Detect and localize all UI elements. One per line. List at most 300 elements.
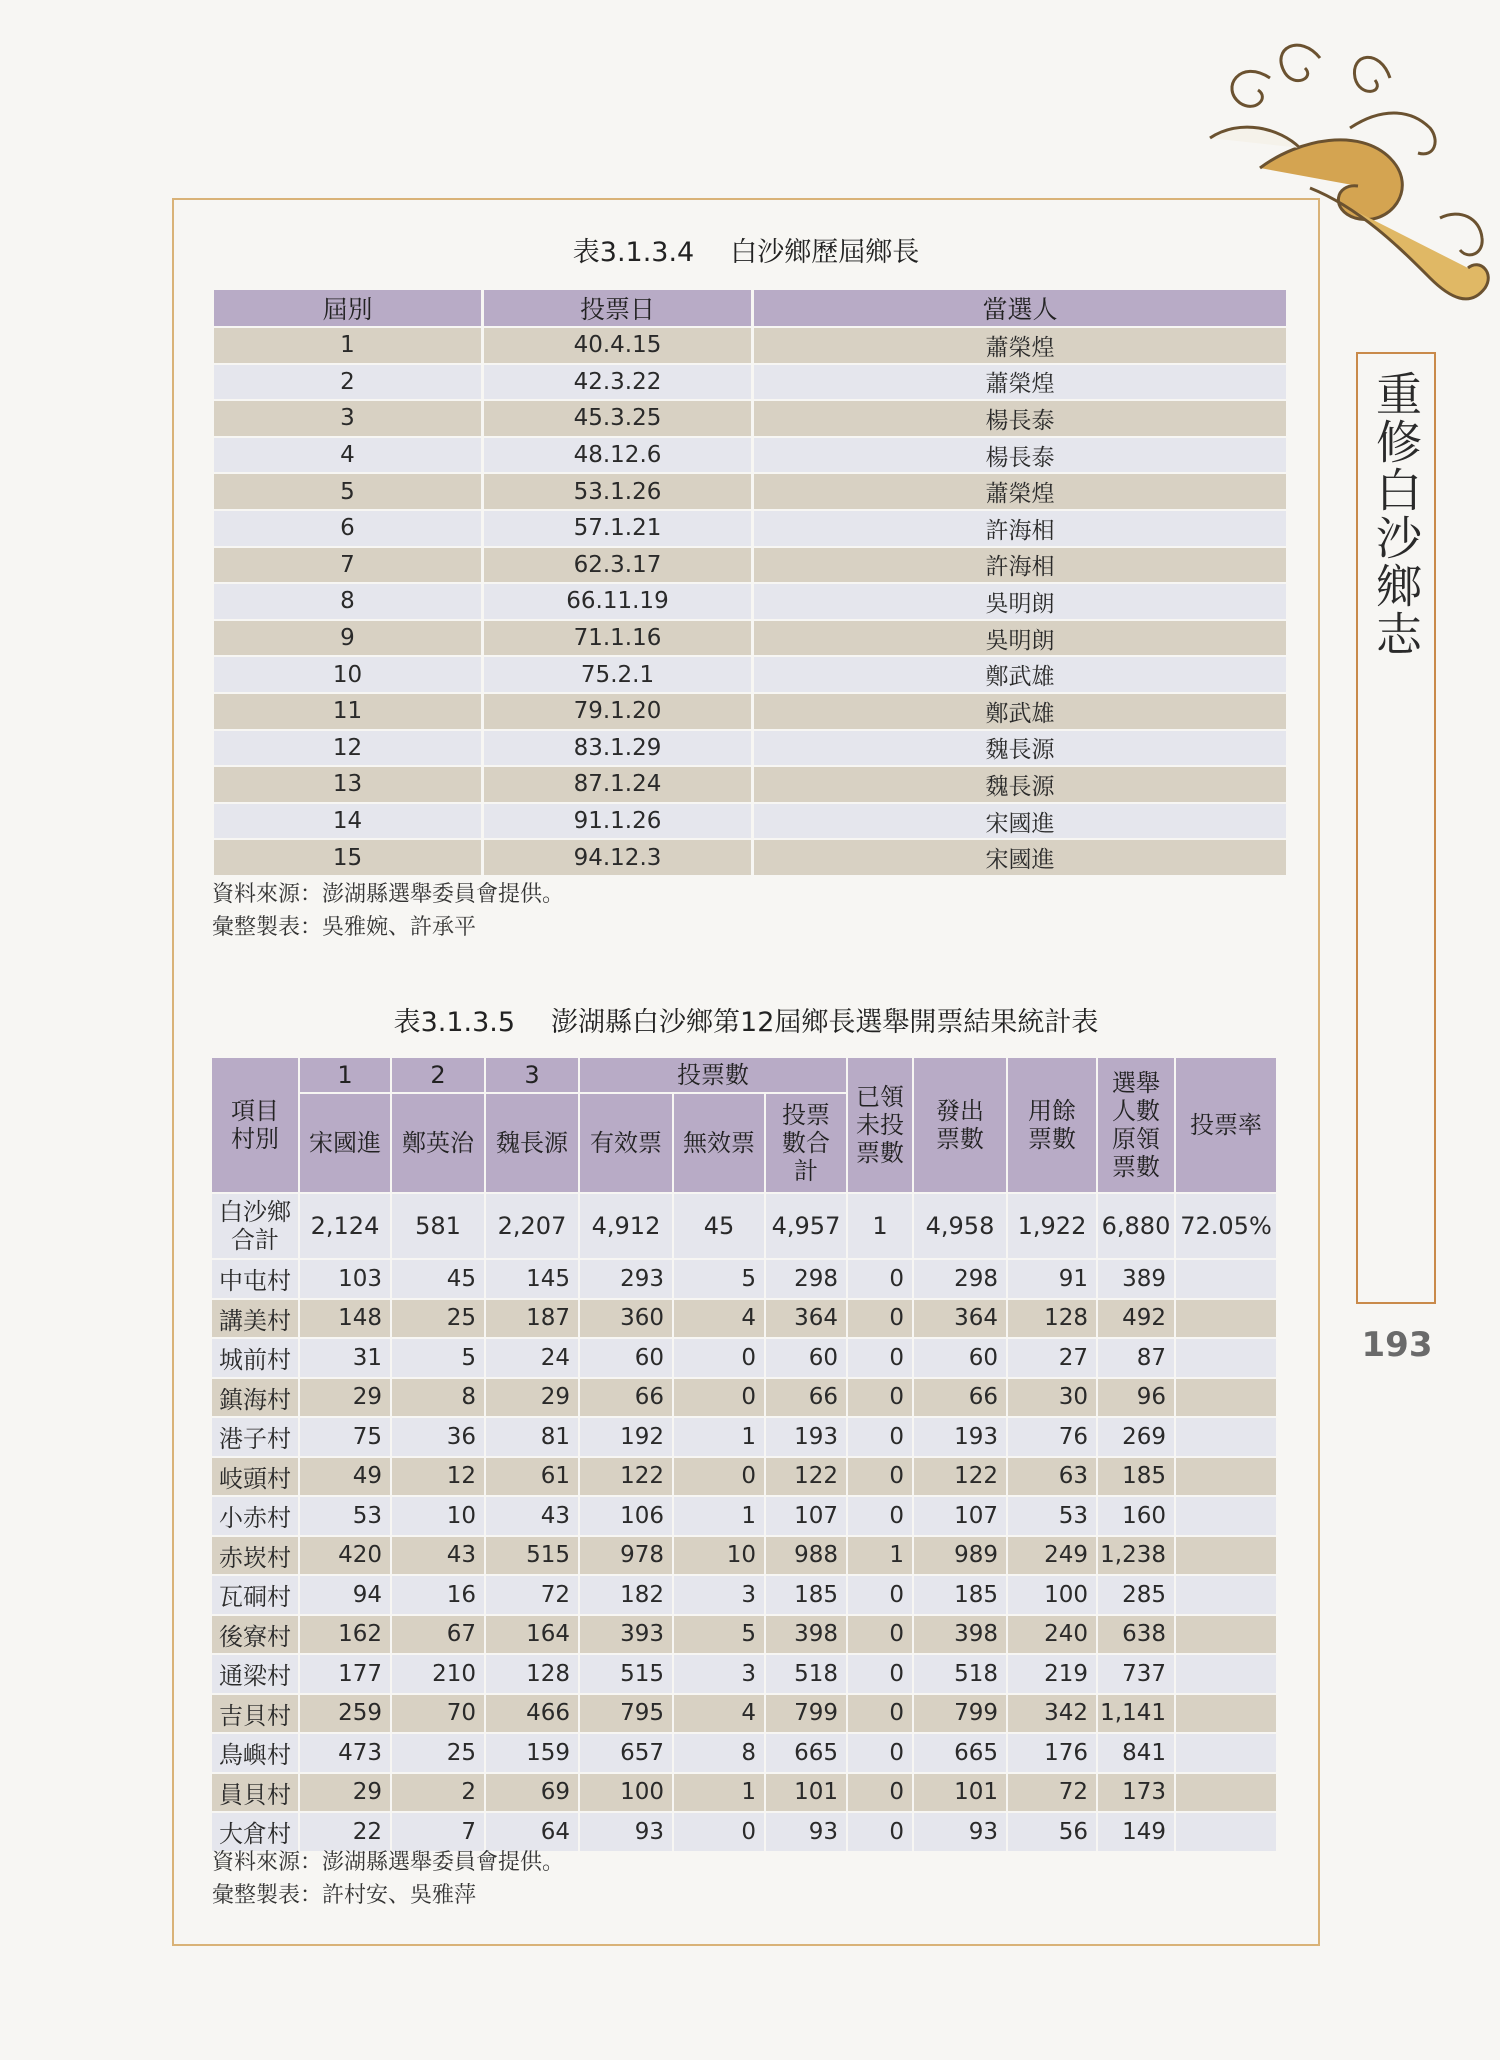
village-cell: 員貝村 <box>212 1774 300 1814</box>
value-cell: 12 <box>392 1458 486 1498</box>
value-cell: 159 <box>486 1734 580 1774</box>
value-cell: 518 <box>914 1655 1008 1695</box>
term-cell: 2 <box>214 363 484 400</box>
value-cell: 0 <box>848 1379 914 1419</box>
value-cell: 210 <box>392 1655 486 1695</box>
votes-group-header: 投票數 <box>580 1058 848 1094</box>
value-cell: 93 <box>766 1813 848 1853</box>
value-cell: 0 <box>848 1655 914 1695</box>
value-cell: 0 <box>674 1813 766 1853</box>
value-cell: 1,238 <box>1098 1537 1176 1577</box>
rate-header: 投票率 <box>1176 1058 1276 1194</box>
value-cell: 176 <box>1008 1734 1098 1774</box>
village-cell: 岐頭村 <box>212 1458 300 1498</box>
table1-header: 當選人 <box>754 290 1286 326</box>
value-cell: 128 <box>486 1655 580 1695</box>
table1-header: 屆別 <box>214 290 484 326</box>
value-cell: 106 <box>580 1497 674 1537</box>
value-cell: 193 <box>766 1418 848 1458</box>
value-cell: 107 <box>766 1497 848 1537</box>
value-cell: 145 <box>486 1260 580 1300</box>
value-cell: 72 <box>1008 1774 1098 1814</box>
value-cell: 100 <box>580 1774 674 1814</box>
value-cell: 0 <box>674 1379 766 1419</box>
value-cell: 53 <box>1008 1497 1098 1537</box>
rate-cell <box>1176 1300 1276 1340</box>
value-cell: 10 <box>674 1537 766 1577</box>
table2-election-results <box>212 1058 1276 1853</box>
elected-cell: 蕭榮煌 <box>754 363 1286 400</box>
total-value-cell: 4,912 <box>580 1194 674 1260</box>
table-row <box>214 436 1286 473</box>
table-row <box>212 1458 1276 1498</box>
rate-cell <box>1176 1260 1276 1300</box>
value-cell: 56 <box>1008 1813 1098 1853</box>
total-value-cell: 1 <box>848 1194 914 1260</box>
term-cell: 4 <box>214 436 484 473</box>
value-cell: 269 <box>1098 1418 1176 1458</box>
elected-cell: 宋國進 <box>754 802 1286 839</box>
value-cell: 45 <box>392 1260 486 1300</box>
value-cell: 60 <box>766 1339 848 1379</box>
value-cell: 0 <box>848 1813 914 1853</box>
value-cell: 0 <box>848 1418 914 1458</box>
village-cell: 鳥嶼村 <box>212 1734 300 1774</box>
page-number: 193 <box>1361 1325 1433 1365</box>
term-cell: 1 <box>214 326 484 363</box>
vote-date-cell: 91.1.26 <box>484 802 754 839</box>
table-row <box>214 802 1286 839</box>
vote-date-cell: 57.1.21 <box>484 509 754 546</box>
value-cell: 160 <box>1098 1497 1176 1537</box>
value-cell: 1,141 <box>1098 1695 1176 1735</box>
table2-header-row-1 <box>212 1058 1276 1094</box>
value-cell: 298 <box>766 1260 848 1300</box>
remaining-header: 用餘票數 <box>1008 1058 1098 1194</box>
village-cell: 後寮村 <box>212 1616 300 1656</box>
term-cell: 5 <box>214 472 484 509</box>
table2-number: 表3.1.3.5 <box>393 1007 516 1038</box>
term-cell: 8 <box>214 582 484 619</box>
value-cell: 75 <box>300 1418 392 1458</box>
term-cell: 12 <box>214 729 484 766</box>
value-cell: 473 <box>300 1734 392 1774</box>
vote-date-cell: 40.4.15 <box>484 326 754 363</box>
table-row <box>214 509 1286 546</box>
total-votes-header: 投票數合計 <box>766 1094 848 1194</box>
vote-date-cell: 94.12.3 <box>484 838 754 875</box>
vote-date-cell: 79.1.20 <box>484 692 754 729</box>
candidate-name-header: 鄭英治 <box>392 1094 486 1194</box>
value-cell: 293 <box>580 1260 674 1300</box>
vote-date-cell: 83.1.29 <box>484 729 754 766</box>
table-row <box>214 729 1286 766</box>
elected-cell: 許海相 <box>754 509 1286 546</box>
table2-body <box>212 1194 1276 1853</box>
value-cell: 162 <box>300 1616 392 1656</box>
rate-cell <box>1176 1497 1276 1537</box>
value-cell: 128 <box>1008 1300 1098 1340</box>
value-cell: 63 <box>1008 1458 1098 1498</box>
book-title-vertical: 重修白沙鄉志 <box>1369 370 1423 658</box>
term-cell: 3 <box>214 399 484 436</box>
value-cell: 93 <box>580 1813 674 1853</box>
table2-source-line: 資料來源：澎湖縣選舉委員會提供。 <box>212 1850 565 1875</box>
table1-compiler-line: 彙整製表：吳雅婉、許承平 <box>212 915 477 940</box>
village-cell: 大倉村 <box>212 1813 300 1853</box>
table-row <box>212 1260 1276 1300</box>
table-row <box>212 1734 1276 1774</box>
value-cell: 4 <box>674 1695 766 1735</box>
value-cell: 398 <box>914 1616 1008 1656</box>
rate-cell <box>1176 1458 1276 1498</box>
value-cell: 101 <box>766 1774 848 1814</box>
value-cell: 259 <box>300 1695 392 1735</box>
value-cell: 187 <box>486 1300 580 1340</box>
value-cell: 3 <box>674 1576 766 1616</box>
village-cell: 城前村 <box>212 1339 300 1379</box>
table-row <box>214 582 1286 619</box>
total-value-cell: 4,958 <box>914 1194 1008 1260</box>
table1-header: 投票日 <box>484 290 754 326</box>
value-cell: 285 <box>1098 1576 1176 1616</box>
value-cell: 249 <box>1008 1537 1098 1577</box>
value-cell: 66 <box>914 1379 1008 1419</box>
table2-title: 澎湖縣白沙鄉第12屆鄉長選舉開票結果統計表 <box>551 1007 1099 1038</box>
table-row <box>212 1339 1276 1379</box>
term-cell: 6 <box>214 509 484 546</box>
value-cell: 53 <box>300 1497 392 1537</box>
value-cell: 149 <box>1098 1813 1176 1853</box>
value-cell: 22 <box>300 1813 392 1853</box>
value-cell: 43 <box>392 1537 486 1577</box>
value-cell: 219 <box>1008 1655 1098 1695</box>
term-cell: 15 <box>214 838 484 875</box>
village-cell: 瓦硐村 <box>212 1576 300 1616</box>
value-cell: 72 <box>486 1576 580 1616</box>
value-cell: 122 <box>914 1458 1008 1498</box>
table-row <box>212 1616 1276 1656</box>
rate-cell <box>1176 1734 1276 1774</box>
value-cell: 31 <box>300 1339 392 1379</box>
village-cell: 中屯村 <box>212 1260 300 1300</box>
value-cell: 795 <box>580 1695 674 1735</box>
value-cell: 76 <box>1008 1418 1098 1458</box>
value-cell: 360 <box>580 1300 674 1340</box>
value-cell: 7 <box>392 1813 486 1853</box>
candidate-number-header: 2 <box>392 1058 486 1094</box>
rate-cell <box>1176 1379 1276 1419</box>
village-cell: 通梁村 <box>212 1655 300 1695</box>
value-cell: 66 <box>766 1379 848 1419</box>
value-cell: 2 <box>392 1774 486 1814</box>
value-cell: 10 <box>392 1497 486 1537</box>
elected-cell: 蕭榮煌 <box>754 326 1286 363</box>
value-cell: 30 <box>1008 1379 1098 1419</box>
village-cell: 港子村 <box>212 1418 300 1458</box>
value-cell: 492 <box>1098 1300 1176 1340</box>
value-cell: 0 <box>674 1339 766 1379</box>
candidate-number-header: 3 <box>486 1058 580 1094</box>
value-cell: 515 <box>580 1655 674 1695</box>
table-row <box>214 326 1286 363</box>
value-cell: 122 <box>580 1458 674 1498</box>
value-cell: 81 <box>486 1418 580 1458</box>
value-cell: 96 <box>1098 1379 1176 1419</box>
village-cell: 吉貝村 <box>212 1695 300 1735</box>
candidate-number-header: 1 <box>300 1058 392 1094</box>
elected-cell: 許海相 <box>754 546 1286 583</box>
value-cell: 5 <box>392 1339 486 1379</box>
term-cell: 14 <box>214 802 484 839</box>
value-cell: 8 <box>674 1734 766 1774</box>
table-row <box>212 1576 1276 1616</box>
value-cell: 60 <box>914 1339 1008 1379</box>
term-cell: 11 <box>214 692 484 729</box>
table-row <box>212 1695 1276 1735</box>
value-cell: 67 <box>392 1616 486 1656</box>
table-row <box>214 399 1286 436</box>
elected-cell: 楊長泰 <box>754 436 1286 473</box>
table1-caption <box>172 230 1320 269</box>
rate-cell <box>1176 1418 1276 1458</box>
value-cell: 185 <box>766 1576 848 1616</box>
value-cell: 100 <box>1008 1576 1098 1616</box>
value-cell: 27 <box>1008 1339 1098 1379</box>
value-cell: 665 <box>914 1734 1008 1774</box>
vote-date-cell: 45.3.25 <box>484 399 754 436</box>
value-cell: 182 <box>580 1576 674 1616</box>
elected-cell: 鄭武雄 <box>754 692 1286 729</box>
valid-votes-header: 有效票 <box>580 1094 674 1194</box>
value-cell: 0 <box>848 1774 914 1814</box>
value-cell: 192 <box>580 1418 674 1458</box>
value-cell: 29 <box>300 1774 392 1814</box>
value-cell: 0 <box>848 1300 914 1340</box>
value-cell: 1 <box>674 1497 766 1537</box>
total-value-cell: 72.05% <box>1176 1194 1276 1260</box>
term-cell: 9 <box>214 619 484 656</box>
table-row <box>212 1655 1276 1695</box>
rate-cell <box>1176 1339 1276 1379</box>
vote-date-cell: 71.1.16 <box>484 619 754 656</box>
value-cell: 657 <box>580 1734 674 1774</box>
total-value-cell: 4,957 <box>766 1194 848 1260</box>
value-cell: 64 <box>486 1813 580 1853</box>
value-cell: 0 <box>848 1695 914 1735</box>
table-row <box>214 765 1286 802</box>
value-cell: 0 <box>848 1339 914 1379</box>
total-value-cell: 581 <box>392 1194 486 1260</box>
table1-header-row <box>214 290 1286 326</box>
value-cell: 101 <box>914 1774 1008 1814</box>
total-value-cell: 1,922 <box>1008 1194 1098 1260</box>
term-cell: 10 <box>214 655 484 692</box>
value-cell: 0 <box>848 1497 914 1537</box>
value-cell: 25 <box>392 1300 486 1340</box>
value-cell: 737 <box>1098 1655 1176 1695</box>
table-row <box>214 363 1286 400</box>
value-cell: 420 <box>300 1537 392 1577</box>
value-cell: 0 <box>848 1734 914 1774</box>
elected-cell: 鄭武雄 <box>754 655 1286 692</box>
table-row <box>212 1379 1276 1419</box>
rate-cell <box>1176 1576 1276 1616</box>
value-cell: 93 <box>914 1813 1008 1853</box>
table-row <box>212 1497 1276 1537</box>
value-cell: 91 <box>1008 1260 1098 1300</box>
vote-date-cell: 66.11.19 <box>484 582 754 619</box>
elected-cell: 蕭榮煌 <box>754 472 1286 509</box>
table-row <box>214 619 1286 656</box>
value-cell: 8 <box>392 1379 486 1419</box>
value-cell: 103 <box>300 1260 392 1300</box>
rate-cell <box>1176 1813 1276 1853</box>
table2-source <box>212 1846 564 1912</box>
vote-date-cell: 48.12.6 <box>484 436 754 473</box>
value-cell: 1 <box>674 1418 766 1458</box>
village-cell: 講美村 <box>212 1300 300 1340</box>
value-cell: 29 <box>300 1379 392 1419</box>
value-cell: 799 <box>914 1695 1008 1735</box>
total-value-cell: 45 <box>674 1194 766 1260</box>
village-cell: 鎮海村 <box>212 1379 300 1419</box>
value-cell: 988 <box>766 1537 848 1577</box>
candidate-name-header: 宋國進 <box>300 1094 392 1194</box>
total-value-cell: 2,207 <box>486 1194 580 1260</box>
rate-cell <box>1176 1655 1276 1695</box>
value-cell: 69 <box>486 1774 580 1814</box>
table2-item-village-header <box>212 1058 300 1194</box>
value-cell: 193 <box>914 1418 1008 1458</box>
value-cell: 638 <box>1098 1616 1176 1656</box>
village-cell: 小赤村 <box>212 1497 300 1537</box>
unvoted-header: 已領未投票數 <box>848 1058 914 1194</box>
village-cell: 白沙鄉合計 <box>212 1194 300 1260</box>
value-cell: 70 <box>392 1695 486 1735</box>
table2-compiler-line: 彙整製表：許村安、吳雅萍 <box>212 1883 477 1908</box>
table1-source <box>212 878 564 944</box>
table-row <box>214 546 1286 583</box>
table1-title: 白沙鄉歷屆鄉長 <box>730 237 920 268</box>
value-cell: 4 <box>674 1300 766 1340</box>
table-row <box>212 1300 1276 1340</box>
value-cell: 185 <box>914 1576 1008 1616</box>
table2-caption <box>172 1000 1320 1039</box>
value-cell: 173 <box>1098 1774 1176 1814</box>
elected-cell: 魏長源 <box>754 765 1286 802</box>
value-cell: 29 <box>486 1379 580 1419</box>
village-cell: 赤崁村 <box>212 1537 300 1577</box>
vote-date-cell: 42.3.22 <box>484 363 754 400</box>
value-cell: 61 <box>486 1458 580 1498</box>
value-cell: 185 <box>1098 1458 1176 1498</box>
value-cell: 1 <box>848 1537 914 1577</box>
value-cell: 24 <box>486 1339 580 1379</box>
total-value-cell: 6,880 <box>1098 1194 1176 1260</box>
table-row <box>212 1537 1276 1577</box>
value-cell: 841 <box>1098 1734 1176 1774</box>
value-cell: 25 <box>392 1734 486 1774</box>
value-cell: 0 <box>848 1576 914 1616</box>
elected-cell: 吳明朗 <box>754 582 1286 619</box>
vote-date-cell: 53.1.26 <box>484 472 754 509</box>
value-cell: 5 <box>674 1616 766 1656</box>
total-value-cell: 2,124 <box>300 1194 392 1260</box>
value-cell: 94 <box>300 1576 392 1616</box>
value-cell: 43 <box>486 1497 580 1537</box>
table1-body <box>214 326 1286 875</box>
table-row <box>214 838 1286 875</box>
term-cell: 7 <box>214 546 484 583</box>
rate-cell <box>1176 1695 1276 1735</box>
value-cell: 240 <box>1008 1616 1098 1656</box>
rate-cell <box>1176 1537 1276 1577</box>
table-row <box>212 1774 1276 1814</box>
value-cell: 398 <box>766 1616 848 1656</box>
value-cell: 1 <box>674 1774 766 1814</box>
value-cell: 799 <box>766 1695 848 1735</box>
value-cell: 515 <box>486 1537 580 1577</box>
value-cell: 393 <box>580 1616 674 1656</box>
registered-header: 選舉人數原領票數 <box>1098 1058 1176 1194</box>
header-village-label: 村別 <box>231 1125 279 1153</box>
value-cell: 122 <box>766 1458 848 1498</box>
vote-date-cell: 75.2.1 <box>484 655 754 692</box>
elected-cell: 魏長源 <box>754 729 1286 766</box>
value-cell: 60 <box>580 1339 674 1379</box>
value-cell: 364 <box>766 1300 848 1340</box>
table1-source-line: 資料來源：澎湖縣選舉委員會提供。 <box>212 882 565 907</box>
elected-cell: 宋國進 <box>754 838 1286 875</box>
value-cell: 466 <box>486 1695 580 1735</box>
value-cell: 0 <box>674 1458 766 1498</box>
table-row-total <box>212 1194 1276 1260</box>
issued-header: 發出票數 <box>914 1058 1008 1194</box>
value-cell: 107 <box>914 1497 1008 1537</box>
candidate-name-header: 魏長源 <box>486 1094 580 1194</box>
rate-cell <box>1176 1774 1276 1814</box>
table-row <box>214 692 1286 729</box>
value-cell: 87 <box>1098 1339 1176 1379</box>
value-cell: 342 <box>1008 1695 1098 1735</box>
value-cell: 989 <box>914 1537 1008 1577</box>
value-cell: 49 <box>300 1458 392 1498</box>
value-cell: 36 <box>392 1418 486 1458</box>
table1-number: 表3.1.3.4 <box>572 237 695 268</box>
value-cell: 148 <box>300 1300 392 1340</box>
elected-cell: 楊長泰 <box>754 399 1286 436</box>
value-cell: 978 <box>580 1537 674 1577</box>
value-cell: 3 <box>674 1655 766 1695</box>
table-row <box>214 655 1286 692</box>
value-cell: 518 <box>766 1655 848 1695</box>
term-cell: 13 <box>214 765 484 802</box>
table1-township-chiefs <box>214 290 1286 875</box>
value-cell: 164 <box>486 1616 580 1656</box>
value-cell: 0 <box>848 1616 914 1656</box>
vote-date-cell: 87.1.24 <box>484 765 754 802</box>
value-cell: 5 <box>674 1260 766 1300</box>
value-cell: 0 <box>848 1458 914 1498</box>
value-cell: 298 <box>914 1260 1008 1300</box>
elected-cell: 吳明朗 <box>754 619 1286 656</box>
value-cell: 665 <box>766 1734 848 1774</box>
rate-cell <box>1176 1616 1276 1656</box>
header-item-label: 項目 <box>231 1097 279 1125</box>
value-cell: 389 <box>1098 1260 1176 1300</box>
vote-date-cell: 62.3.17 <box>484 546 754 583</box>
